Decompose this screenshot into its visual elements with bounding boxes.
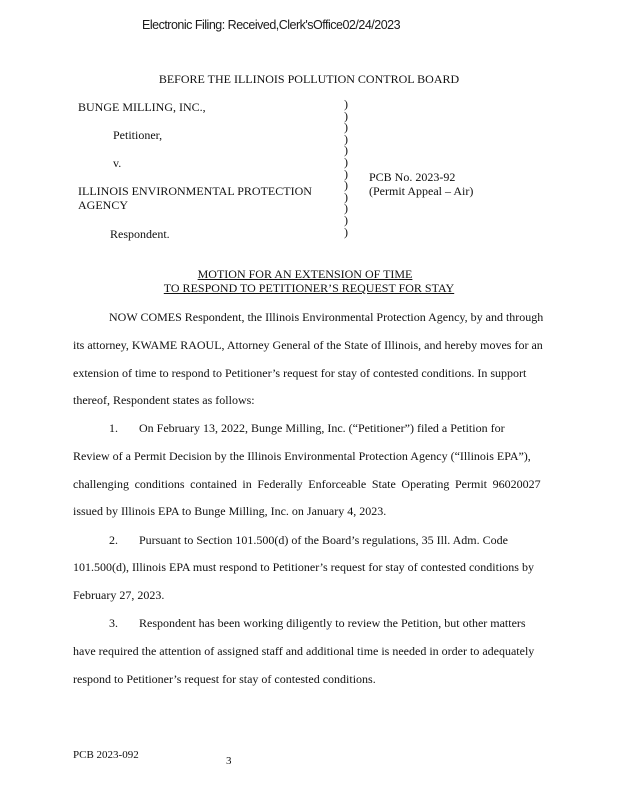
paragraph-1-line: challenging conditions contained in Federally Enforceable State Operating Permit 96020027 [73, 477, 541, 491]
footer-docket: PCB 2023-092 [73, 749, 139, 761]
petitioner-role: Petitioner, [113, 128, 163, 142]
paragraph-2-line: 101.500(d), Illinois EPA must respond to Petitioner’s request for stay of contested conditions by [73, 560, 534, 574]
respondent-name-line1: ILLINOIS ENVIRONMENTAL PROTECTION [78, 184, 312, 198]
versus-label: v. [113, 156, 122, 170]
motion-title-line1: MOTION FOR AN EXTENSION OF TIME [197, 267, 413, 281]
paragraph-2-line: February 27, 2023. [73, 588, 165, 602]
respondent-name-line2: AGENCY [78, 198, 128, 212]
intro-line: its attorney, KWAME RAOUL, Attorney General of the State of Illinois, and hereby moves for an [73, 338, 543, 352]
paragraph-1-line: issued by Illinois EPA to Bunge Milling, Inc. on January 4, 2023. [73, 504, 387, 518]
paragraph-1-line: 1. On February 13, 2022, Bunge Milling, Inc. (“Petitioner”) filed a Petition for [109, 421, 505, 435]
motion-title-line2: TO RESPOND TO PETITIONER’S REQUEST FOR STAY [163, 281, 455, 295]
page-number: 3 [226, 755, 232, 767]
respondent-role: Respondent. [110, 227, 170, 241]
paragraph-3-line: 3. Respondent has been working diligently to review the Petition, but other matters [109, 616, 526, 630]
intro-line: extension of time to respond to Petitioner’s request for stay of contested conditions. In support [73, 366, 527, 380]
paragraph-3-line: respond to Petitioner’s request for stay of contested conditions. [73, 672, 376, 686]
case-number: PCB No. 2023-92 [369, 170, 456, 184]
paragraph-2-line: 2. Pursuant to Section 101.500(d) of the Board’s regulations, 35 Ill. Adm. Code [109, 533, 508, 547]
electronic-filing-stamp: Electronic Filing: Received,Clerk'sOffice02/24/2023 [142, 18, 401, 32]
board-heading: BEFORE THE ILLINOIS POLLUTION CONTROL BOARD [158, 72, 460, 86]
intro-line: thereof, Respondent states as follows: [73, 393, 255, 407]
case-type: (Permit Appeal – Air) [369, 184, 474, 198]
petitioner-name: BUNGE MILLING, INC., [78, 100, 206, 114]
intro-line: NOW COMES Respondent, the Illinois Environmental Protection Agency, by and through [109, 310, 544, 324]
paragraph-1-line: Review of a Permit Decision by the Illinois Environmental Protection Agency (“Illinois EPA”), [73, 449, 531, 463]
caption-parentheses-column: ) ) ) ) ) ) ) ) ) ) ) ) [344, 97, 348, 239]
paragraph-3-line: have required the attention of assigned staff and additional time is needed in order to adequately [73, 644, 535, 658]
